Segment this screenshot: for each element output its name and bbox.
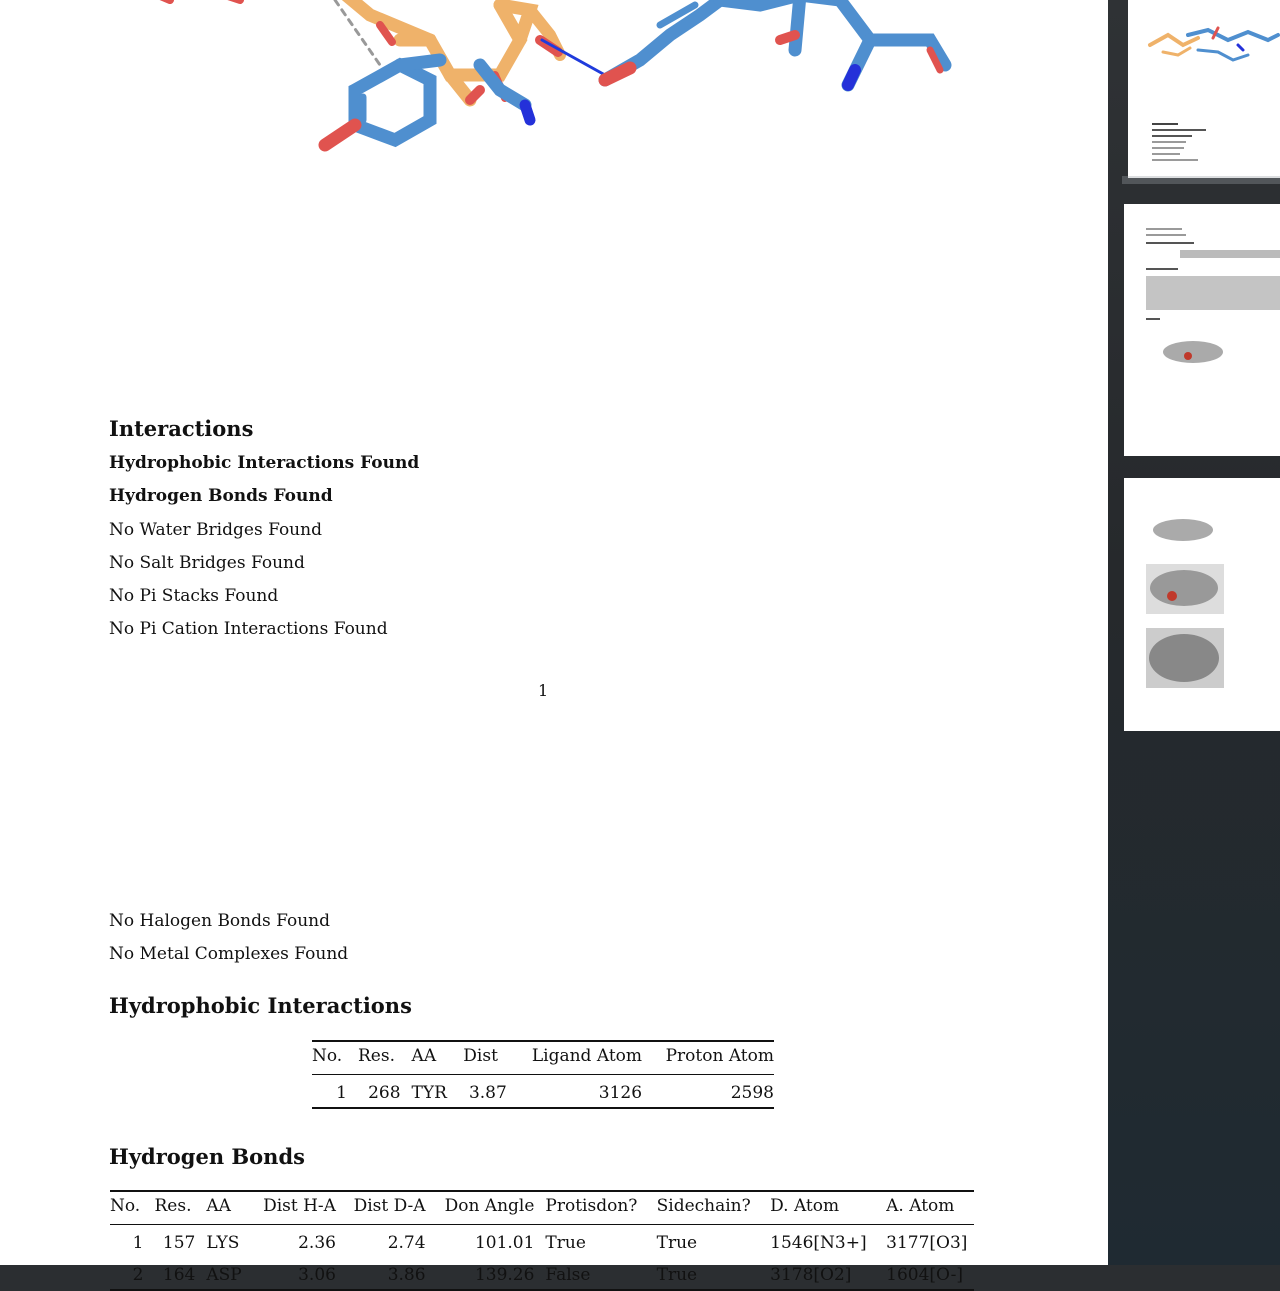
col-header: No. [110,1196,141,1216]
no-water-bridges-text: No Water Bridges Found [109,520,322,540]
table-cell: 2.74 [387,1233,426,1253]
table-row [110,1225,974,1258]
table-cell: 2 [132,1265,144,1285]
pdf-page-1 [0,0,1108,700]
col-header: Res. [357,1046,395,1066]
table-cell: 101.01 [474,1233,535,1253]
table-cell: True [545,1233,586,1253]
col-header: Protisdon? [545,1196,638,1216]
table-header-row [110,1191,974,1225]
hbonds-found-label: Hydrogen Bonds Found [109,486,333,506]
hydrophobic-heading: Hydrophobic Interactions [109,993,412,1018]
table-cell: 3.86 [387,1265,426,1285]
page-number: 1 [538,681,549,700]
no-halogen-bonds-text: No Halogen Bonds Found [109,911,331,931]
thumbnail-protein-icon [1146,564,1224,614]
no-metal-complexes-text: No Metal Complexes Found [109,944,349,964]
col-header: Proton Atom [665,1046,774,1066]
table-cell: LYS [206,1233,240,1253]
table-cell: 3.87 [468,1083,507,1103]
table-cell: False [545,1265,591,1285]
col-header: D. Atom [770,1196,840,1216]
table-cell: 164 [162,1265,196,1285]
col-header: Ligand Atom [531,1046,643,1066]
table-cell: 3126 [598,1083,643,1103]
col-header: Res. [154,1196,192,1216]
col-header: Sidechain? [656,1196,751,1216]
table-cell: 2598 [730,1083,774,1103]
table-cell: 1604[O-] [886,1265,963,1285]
hydrogen-bonds-heading: Hydrogen Bonds [109,1144,305,1169]
interactions-heading: Interactions [109,416,254,441]
table-header-row [312,1041,774,1075]
thumbnail-page-1[interactable] [1128,0,1280,178]
table-cell: 1 [336,1083,347,1103]
thumbnail-page-2[interactable] [1124,204,1280,456]
col-header: A. Atom [886,1196,955,1216]
thumbnail-selection-indicator [1122,176,1280,184]
col-header: Dist D-A [353,1196,426,1216]
col-header: AA [206,1196,231,1216]
table-cell: 2.36 [298,1233,336,1253]
col-header: No. [312,1046,343,1066]
thumbnail-protein-icon [1148,510,1218,550]
no-pi-stacks-text: No Pi Stacks Found [109,586,279,606]
table-cell: 1 [132,1233,144,1253]
thumbnail-sidebar[interactable] [1108,0,1280,1265]
table-cell: 1546[N3+] [770,1233,867,1253]
col-header: Dist [463,1046,498,1066]
thumbnail-protein-icon [1146,628,1224,688]
hydrophobic-found-label: Hydrophobic Interactions Found [109,453,420,473]
table-cell: 3.06 [298,1265,336,1285]
table-cell: 268 [368,1083,401,1103]
table-cell: True [656,1265,698,1285]
col-header: Dist H-A [263,1196,336,1216]
molecule-render [100,0,980,180]
table-cell: 3177[O3] [886,1233,968,1253]
table-cell: ASP [206,1265,242,1285]
col-header: Don Angle [444,1196,535,1216]
table-cell: 139.26 [474,1265,535,1285]
thumbnail-page-3[interactable] [1124,478,1280,731]
no-pi-cation-text: No Pi Cation Interactions Found [109,619,388,639]
col-header: AA [411,1046,437,1066]
table-row [312,1075,774,1109]
table-cell: 157 [162,1233,196,1253]
hydrogen-bonds-table [110,1190,974,1291]
hydrophobic-table [312,1040,774,1109]
table-row [110,1257,974,1290]
thumbnail-protein-icon [1158,334,1228,374]
no-salt-bridges-text: No Salt Bridges Found [109,553,305,573]
table-cell: 3178[O2] [770,1265,852,1285]
table-cell: TYR [411,1083,447,1103]
thumbnail-molecule-icon [1128,0,1278,90]
table-cell: True [656,1233,698,1253]
